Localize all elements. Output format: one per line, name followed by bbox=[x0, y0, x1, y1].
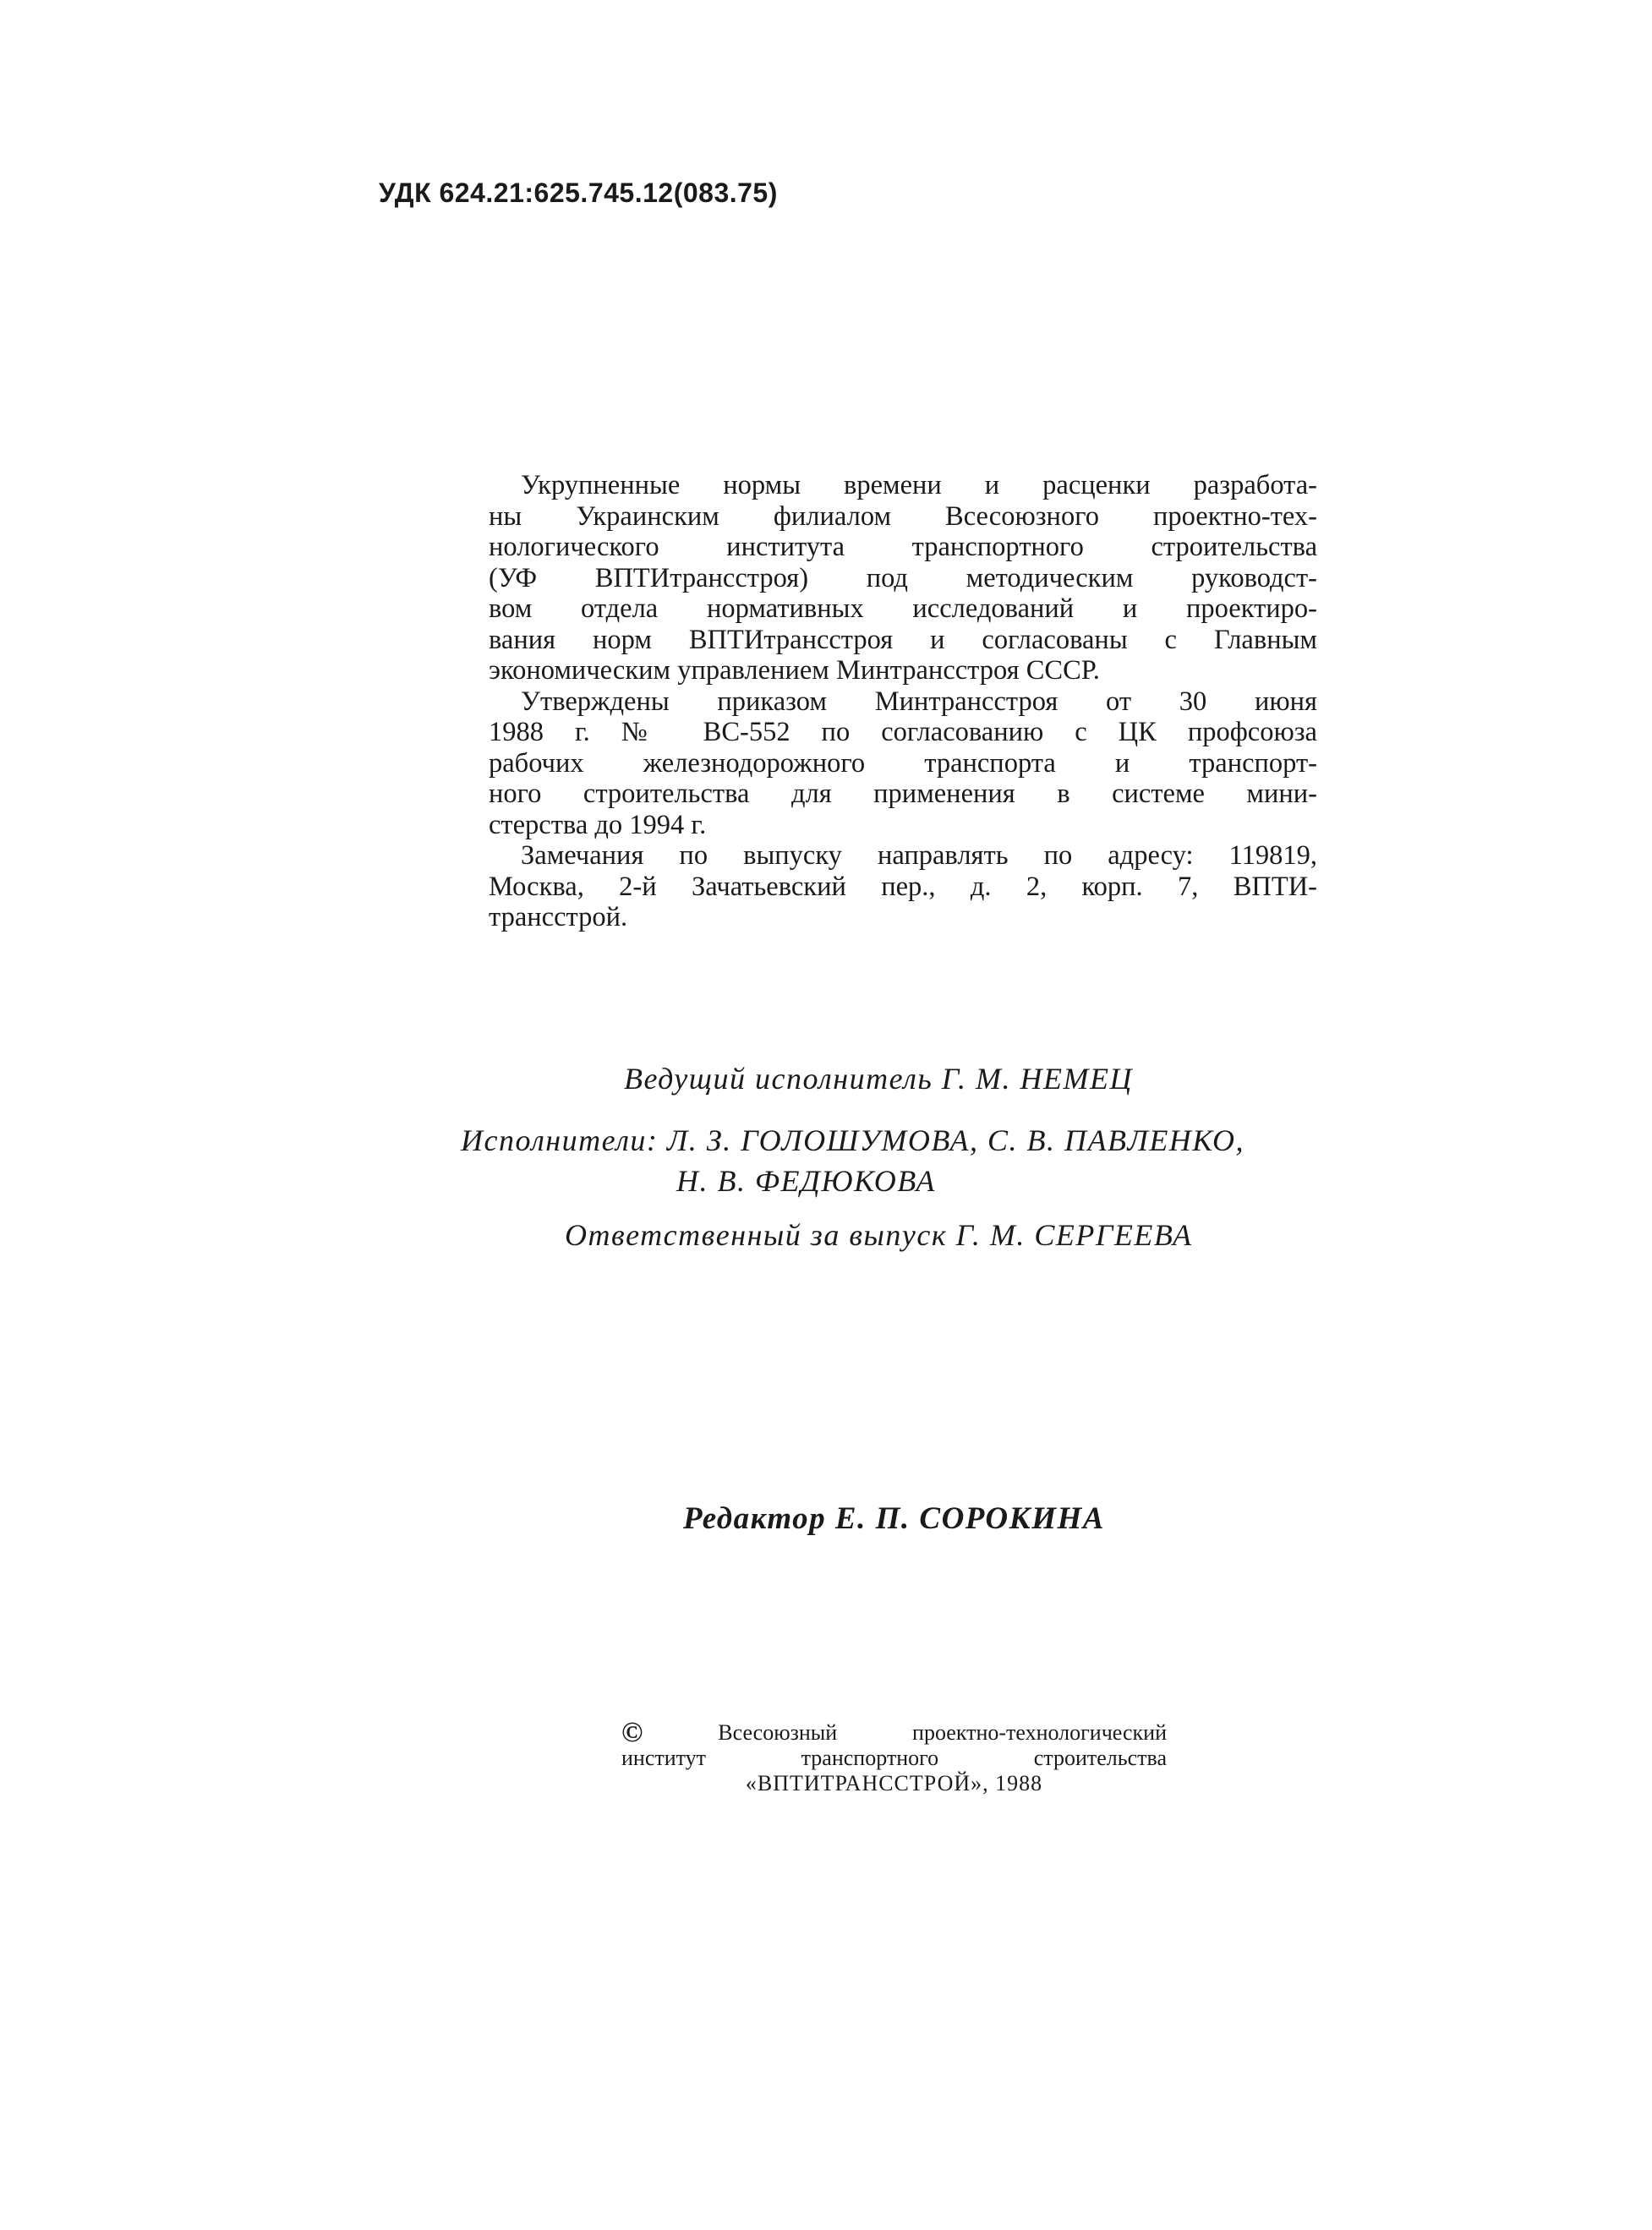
text-line: Укрупненные нормы времени и расценки разработа- bbox=[521, 470, 1317, 500]
text-line: вом отдела нормативных исследований и проектиро- bbox=[489, 593, 1317, 624]
performers-line-1: Исполнители: Л. З. ГОЛОШУМОВА, С. В. ПАВЛЕНКО, bbox=[461, 1123, 1245, 1157]
text-line: стерства до 1994 г. bbox=[489, 809, 707, 840]
performers-line-2: Н. В. ФЕДЮКОВА bbox=[676, 1164, 936, 1198]
text-line: Москва, 2-й Зачатьевский пер., д. 2, корп. 7, ВПТИ- bbox=[489, 871, 1317, 902]
copyright-icon: © bbox=[621, 1717, 643, 1748]
text-line: трансстрой. bbox=[489, 902, 628, 932]
text-line: (УФ ВПТИтрансстроя) под методическим руководст- bbox=[489, 562, 1317, 593]
text-line: вания норм ВПТИтрансстроя и согласованы с Главным bbox=[489, 624, 1317, 655]
text-line: рабочих железнодорожного транспорта и транспорт- bbox=[489, 747, 1317, 779]
lead-performer: Ведущий исполнитель Г. М. НЕМЕЦ bbox=[624, 1062, 1133, 1096]
copyright-line-1 bbox=[621, 1717, 1167, 1748]
text-line: Утверждены приказом Минтрансстроя от 30 июня bbox=[521, 686, 1317, 717]
copyright-block bbox=[621, 1717, 1167, 1796]
copyright-text-1: Всесоюзный проектно-технологический bbox=[718, 1720, 1167, 1745]
description-paragraph-3 bbox=[489, 840, 1317, 933]
text-line: ны Украинским филиалом Всесоюзного проектно-тех- bbox=[489, 500, 1317, 532]
text-line: ного строительства для применения в системе мини- bbox=[489, 779, 1317, 809]
description-paragraph-1 bbox=[489, 470, 1317, 686]
text-line: 1988 г. № ВС-552 по согласованию с ЦК профсоюза bbox=[489, 717, 1317, 747]
text-line: Замечания по выпуску направлять по адресу: 119819, bbox=[521, 840, 1317, 871]
text-line: нологического института транспортного строительства bbox=[489, 532, 1317, 562]
copyright-line-3: «ВПТИТРАНССТРОЙ», 1988 bbox=[745, 1771, 1043, 1795]
description-block bbox=[489, 470, 1317, 933]
copyright-line-2: институт транспортного строительства bbox=[621, 1746, 1167, 1770]
editor: Редактор Е. П. СОРОКИНА bbox=[683, 1501, 1105, 1536]
text-line: экономическим управлением Минтрансстроя СССР. bbox=[489, 655, 1100, 686]
responsible-person: Ответственный за выпуск Г. М. СЕРГЕЕВА bbox=[565, 1218, 1193, 1252]
description-paragraph-2 bbox=[489, 686, 1317, 841]
udk-code: УДК 624.21:625.745.12(083.75) bbox=[379, 178, 778, 208]
